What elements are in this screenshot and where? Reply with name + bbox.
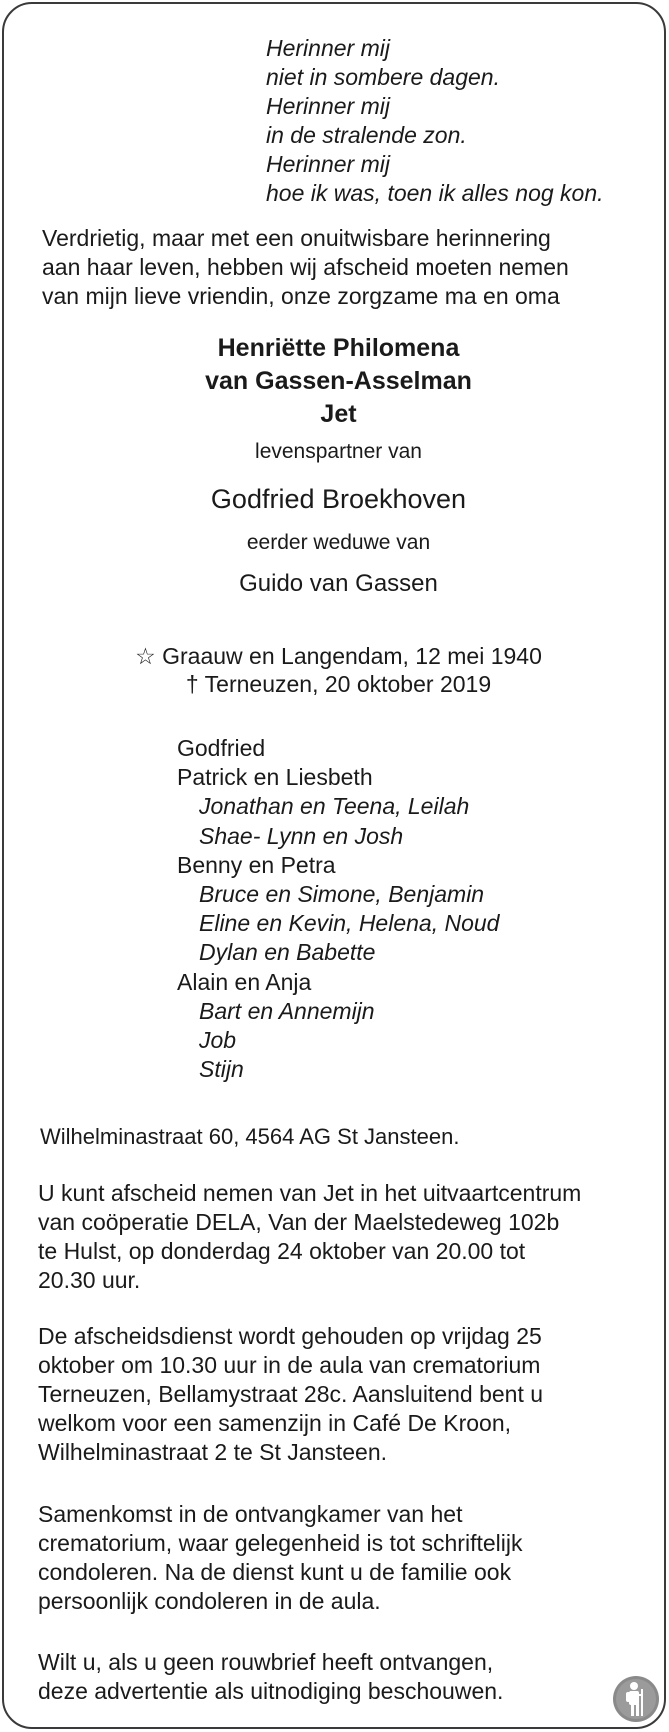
child-entry: Patrick en Liesbeth (177, 764, 373, 791)
closing-paragraph (38, 1648, 503, 1706)
poem-line: hoe ik was, toen ik alles nog kon. (266, 180, 604, 206)
nickname: Jet (320, 400, 357, 428)
name-line-1: Henriëtte Philomena (217, 334, 460, 362)
grandchild-entry: Job (199, 1027, 237, 1054)
poem-line: niet in sombere dagen. (266, 64, 500, 90)
child-entry: Benny en Petra (177, 851, 336, 878)
intro-line: aan haar leven, hebben wij afscheid moeten nemen (42, 254, 569, 280)
death-place-date: Terneuzen, 20 oktober 2019 (204, 671, 492, 697)
paragraph-line: crematorium, waar gelegenheid is tot schriftelijk (38, 1530, 523, 1556)
poem-line: in de stralende zon. (266, 122, 467, 148)
home-address: Wilhelminastraat 60, 4564 AG St Jansteen. (40, 1124, 460, 1149)
paragraph-line: 20.30 uur. (38, 1267, 141, 1293)
memorial-figure-icon (612, 1675, 660, 1728)
paragraph-line: Wilhelminastraat 2 te St Jansteen. (38, 1439, 387, 1465)
grandchild-entry: Stijn (199, 1056, 244, 1083)
poem (266, 34, 604, 208)
grandchild-entry: Bruce en Simone, Benjamin (199, 881, 485, 908)
star-icon: ☆ (135, 643, 156, 669)
paragraph-line: te Hulst, op donderdag 24 oktober van 20.00 tot (38, 1238, 526, 1264)
service-paragraph (38, 1322, 543, 1467)
viewing-paragraph (38, 1179, 581, 1295)
grandchild-entry: Shae- Lynn en Josh (199, 822, 404, 849)
paragraph-line: De afscheidsdienst wordt gehouden op vrijdag 25 (38, 1323, 542, 1349)
poem-line: Herinner mij (266, 151, 390, 177)
poem-line: Herinner mij (266, 93, 390, 119)
previous-label: eerder weduwe van (246, 531, 431, 554)
paragraph-line: Samenkomst in de ontvangkamer van het (38, 1501, 463, 1527)
cross-icon: † (185, 671, 199, 697)
child-entry: Alain en Anja (177, 968, 312, 995)
grandchild-entry: Dylan en Babette (199, 939, 376, 966)
child-entry: Godfried (177, 735, 266, 761)
grandchild-entry: Eline en Kevin, Helena, Noud (199, 910, 500, 937)
partner-name: Godfried Broekhoven (210, 484, 467, 514)
paragraph-line: condoleren. Na de dienst kunt u de familie ook (38, 1559, 512, 1585)
intro-line: Verdrietig, maar met een onuitwisbare herinnering (42, 225, 551, 251)
paragraph-line: deze advertentie als uitnodiging beschouwen. (38, 1678, 504, 1704)
paragraph-line: oktober om 10.30 uur in de aula van crematorium (38, 1352, 541, 1378)
partner-label: levenspartner van (255, 440, 422, 463)
life-dates (4, 642, 669, 698)
grandchild-entry: Bart en Annemijn (199, 997, 375, 1024)
previous-partner-name: Guido van Gassen (239, 570, 438, 597)
name-line-2: van Gassen-Asselman (205, 367, 472, 395)
paragraph-line: Terneuzen, Bellamystraat 28c. Aansluitend bent u (38, 1381, 544, 1407)
poem-line: Herinner mij (266, 35, 390, 61)
paragraph-line: Wilt u, als u geen rouwbrief heeft ontvangen, (38, 1649, 494, 1675)
birth-line (4, 642, 669, 670)
paragraph-line: U kunt afscheid nemen van Jet in het uitvaartcentrum (38, 1180, 582, 1206)
intro-line: van mijn lieve vriendin, onze zorgzame ma en oma (42, 283, 560, 309)
paragraph-line: persoonlijk condoleren in de aula. (38, 1588, 381, 1614)
paragraph-line: welkom voor een samenzijn in Café De Kroon, (38, 1410, 512, 1436)
gathering-paragraph (38, 1500, 522, 1616)
intro-text (42, 224, 569, 311)
grandchild-entry: Jonathan en Teena, Leilah (199, 793, 470, 820)
paragraph-line: van coöperatie DELA, Van der Maelstedeweg 102b (38, 1209, 560, 1235)
deceased-name (4, 332, 669, 431)
birth-place-date: Graauw en Langendam, 12 mei 1940 (162, 643, 542, 669)
obituary-card (2, 2, 666, 1729)
death-line (4, 670, 669, 698)
family-list (177, 734, 499, 1084)
